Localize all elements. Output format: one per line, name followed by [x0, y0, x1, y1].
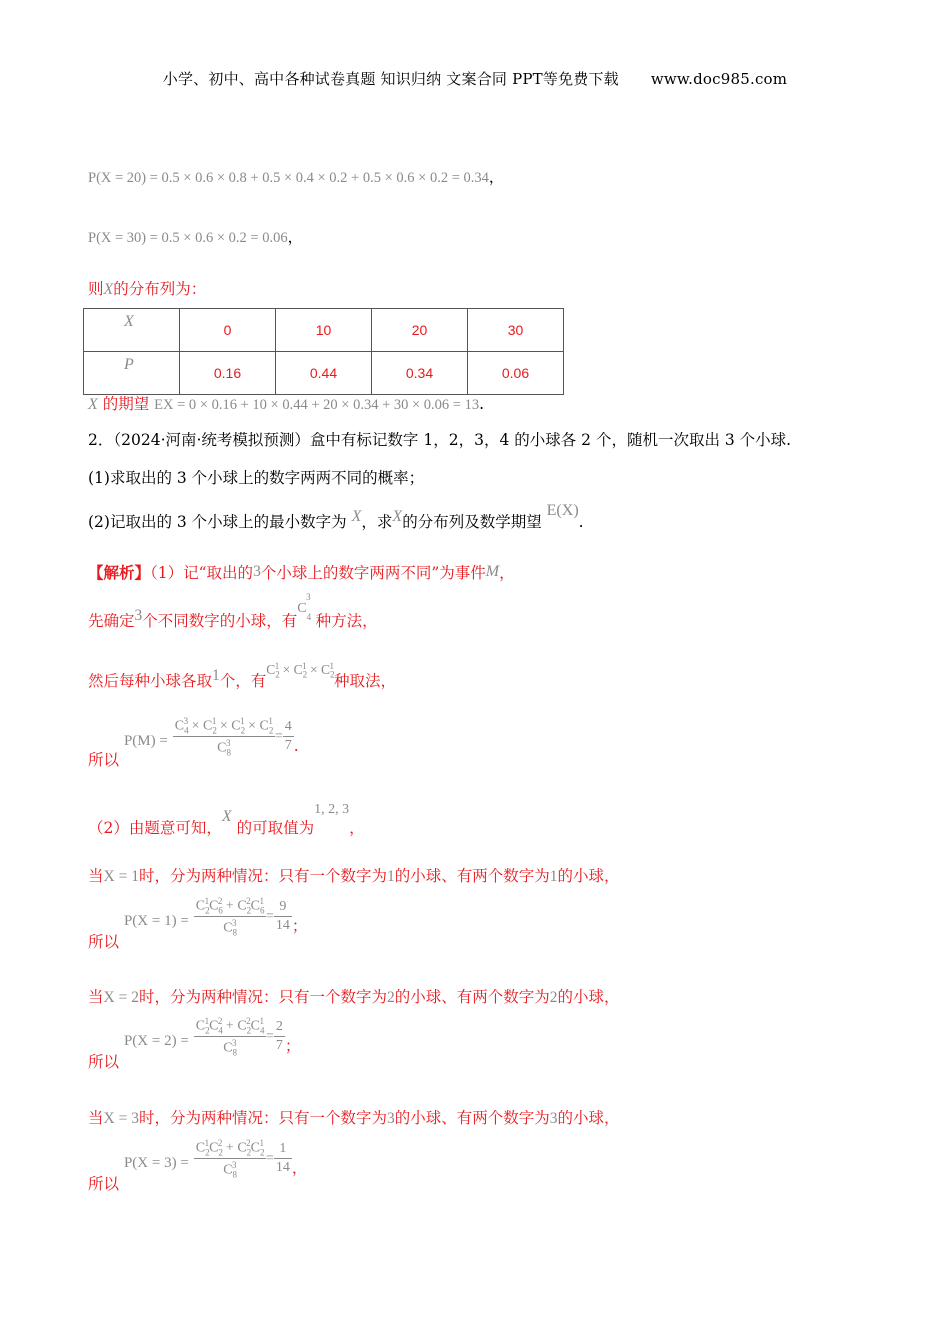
q2-part2-a: (2)记取出的 3 个小球上的最小数字为	[88, 513, 347, 531]
q2-part2-var: X	[351, 508, 362, 525]
sol-l4-so: 所以	[88, 750, 120, 769]
sol-l1-n: 3	[253, 563, 261, 580]
case2-n: 2	[386, 989, 395, 1006]
case3-formula: 所以 P(X = 3) = $\frac{C_2^1C_2^2 + C_2^2C_2^1}{C_8^3}$ = $\frac{1}{14}$ ，	[88, 1138, 308, 1193]
case1-n: 1	[386, 868, 395, 885]
dist-intro-a: 则	[88, 280, 104, 298]
case1-d: 的小球，	[557, 867, 620, 885]
table-cell: 0.16	[180, 352, 276, 395]
q2-number: 2．	[88, 431, 114, 449]
solution-tag: 【解析】	[88, 563, 151, 582]
p20-end: ，	[488, 168, 504, 186]
sol-l3-a: 然后每种小球各取	[88, 672, 213, 690]
case2-res-den: 7	[275, 1038, 283, 1054]
case2-n2: 2	[549, 989, 558, 1006]
p20-formula: P(X = 20) = 0.5 × 0.6 × 0.8 + 0.5 × 0.4 × 0.2 + 0.5 × 0.6 × 0.2 = 0.34	[88, 170, 489, 186]
case3-so: 所以	[88, 1174, 120, 1193]
case3-end: ，	[291, 1158, 308, 1177]
sol-line3	[88, 660, 397, 692]
case3-b: 时，分为两种情况：只有一个数字为	[138, 1109, 387, 1127]
sol-p2-end: ，	[349, 819, 365, 837]
case1-a: 当	[88, 867, 104, 885]
table-row	[84, 309, 564, 352]
sol-p2-b: 的可取值为	[236, 819, 315, 837]
sol-line4: 所以 P(M) = $\frac{C_4^3 \times C_2^1 \times C_2^1 \times C_2^1}{C_8^3}$ = $\frac{4}{7}$ .	[88, 716, 299, 769]
case2-end: ；	[284, 1036, 301, 1055]
case1-res-den: 14	[275, 918, 290, 934]
dist-intro-b: 的分布列为：	[113, 280, 207, 298]
case1-so: 所以	[88, 932, 120, 951]
sol-l3-n: 1	[212, 667, 220, 684]
p30-end: ，	[287, 228, 303, 246]
table-cell: 10	[276, 309, 372, 352]
case2-d: 的小球，	[557, 988, 620, 1006]
pm-result	[283, 719, 294, 754]
case2-result	[274, 1019, 285, 1054]
expect-formula: EX = 0 × 0.16 + 10 × 0.44 + 20 × 0.34 + 30 × 0.06 = 13	[154, 397, 480, 413]
pm-res-num: 4	[283, 719, 294, 737]
table-cell: 0	[180, 309, 276, 352]
sol-line2	[88, 592, 378, 632]
sol-part2-line	[88, 802, 365, 837]
table-row	[84, 352, 564, 395]
header-site-link[interactable]: www.doc985.com	[650, 70, 788, 88]
case3-res-den: 14	[275, 1160, 290, 1176]
combination-c43: $C_4^3$	[297, 592, 312, 622]
table-cell: 0.34	[372, 352, 468, 395]
case2-b: 时，分为两种情况：只有一个数字为	[138, 988, 387, 1006]
case3-res-num: 1	[274, 1141, 292, 1159]
case1-b: 时，分为两种情况：只有一个数字为	[138, 867, 387, 885]
case1-result	[274, 899, 292, 934]
case3-n2: 3	[549, 1110, 558, 1127]
sol-l2-n: 3	[134, 607, 143, 624]
dist-intro-var: X	[103, 281, 114, 298]
sol-l1-m: M	[485, 563, 500, 580]
case1-c: 的小球、有两个数字为	[394, 867, 550, 885]
case2-eq: X = 2	[103, 989, 139, 1006]
dist-intro	[88, 277, 206, 299]
header-left-text: 小学、初中、高中各种试卷真题 知识归纳 文案合同 PPT等免费下载	[162, 70, 619, 88]
case2-formula: 所以 P(X = 2) = $\frac{C_2^1C_4^2 + C_2^2C_4^1}{C_8^3}$ = $\frac{2}{7}$ ；	[88, 1016, 301, 1071]
pm-res-den: 7	[284, 738, 292, 754]
sol-l2-a: 先确定	[88, 612, 135, 630]
case1-end: ；	[291, 916, 308, 935]
expectation-line	[88, 392, 484, 414]
sol-l1-a: （1）记“取出的	[150, 564, 254, 582]
sol-p2-a: （2）由题意可知，	[88, 819, 222, 837]
q2-part1: (1)求取出的 3 个小球上的数字两两不同的概率；	[88, 469, 425, 487]
case3-d: 的小球，	[557, 1109, 620, 1127]
p30-line	[88, 226, 303, 247]
table-cell: 0.44	[276, 352, 372, 395]
case2-a: 当	[88, 988, 104, 1006]
expect-end: .	[479, 395, 485, 413]
page-header	[0, 68, 950, 89]
table-cell: 20	[372, 309, 468, 352]
q2-part2-end: .	[578, 513, 584, 531]
case2-c: 的小球、有两个数字为	[394, 988, 550, 1006]
expect-var: X	[88, 396, 98, 413]
table-cell: 0.06	[468, 352, 564, 395]
case2-so: 所以	[88, 1052, 120, 1071]
combination-product: $C_2^1 \times C_2^1 \times C_2^1$	[266, 660, 335, 680]
p20-line	[88, 166, 504, 187]
p30-formula: P(X = 30) = 0.5 × 0.6 × 0.2 = 0.06	[88, 230, 288, 246]
case3-n: 3	[386, 1110, 395, 1127]
sol-l4-end: .	[293, 736, 299, 755]
q2-part2-b: ，求	[361, 513, 393, 531]
sol-line1	[88, 561, 515, 583]
case3-a: 当	[88, 1109, 104, 1127]
sol-l3-b: 个，有	[219, 672, 267, 690]
q2-stem	[88, 428, 791, 450]
q2-stem-text: （2024·河南·统考模拟预测）盒中有标记数字 1，2，3，4 的小球各 2 个，随机一次取出 3 个小球.	[113, 431, 792, 449]
case2-lhs: P(X = 2) =	[123, 1032, 189, 1049]
case2-res-num: 2	[274, 1019, 285, 1037]
sol-l1-c: ，	[499, 564, 515, 582]
q2-part2-c: 的分布列及数学期望	[402, 513, 542, 531]
case2-fraction: $\frac{C_2^1C_4^2 + C_2^2C_4^1}{C_8^3}$	[195, 1016, 265, 1058]
q2-part2-var2: X	[392, 508, 403, 525]
case1-line	[88, 864, 620, 886]
sol-l3-c: 种取法，	[334, 672, 397, 690]
case1-eq: X = 1	[103, 868, 139, 885]
expect-label: 的期望	[102, 395, 150, 413]
case2-line	[88, 985, 620, 1007]
case1-fraction: $\frac{C_2^1C_6^2 + C_2^2C_6^1}{C_8^3}$	[195, 896, 265, 938]
case1-lhs: P(X = 1) =	[123, 912, 189, 929]
sol-l4-lhs: P(M) =	[123, 732, 168, 749]
case3-fraction: $\frac{C_2^1C_2^2 + C_2^2C_2^1}{C_8^3}$	[195, 1138, 265, 1180]
sol-l1-b: 个小球上的数字两两不同”为事件	[260, 564, 486, 582]
case3-eq: X = 3	[103, 1110, 139, 1127]
pm-fraction: $\frac{C_4^3 \times C_2^1 \times C_2^1 \times C_2^1}{C_8^3}$	[174, 716, 274, 758]
case3-result	[274, 1141, 292, 1176]
case3-c: 的小球、有两个数字为	[394, 1109, 550, 1127]
sol-p2-var: X	[221, 808, 232, 825]
q2-part2-ex: E(X)	[546, 502, 579, 519]
case3-line	[88, 1106, 620, 1128]
sol-p2-vals: 1, 2, 3	[314, 802, 350, 817]
case1-n2: 1	[549, 868, 558, 885]
table-head-p: P	[84, 352, 180, 395]
case1-formula: 所以 P(X = 1) = $\frac{C_2^1C_6^2 + C_2^2C_6^1}{C_8^3}$ = $\frac{9}{14}$ ；	[88, 896, 308, 951]
q2-part2	[88, 502, 584, 532]
case1-res-num: 9	[274, 899, 292, 917]
case3-lhs: P(X = 3) =	[123, 1154, 189, 1171]
sol-l2-b: 个不同数字的小球，有	[142, 612, 298, 630]
table-cell: 30	[468, 309, 564, 352]
distribution-table	[83, 308, 564, 395]
sol-l2-c: 种方法，	[315, 612, 378, 630]
table-head-x: X	[84, 309, 180, 352]
